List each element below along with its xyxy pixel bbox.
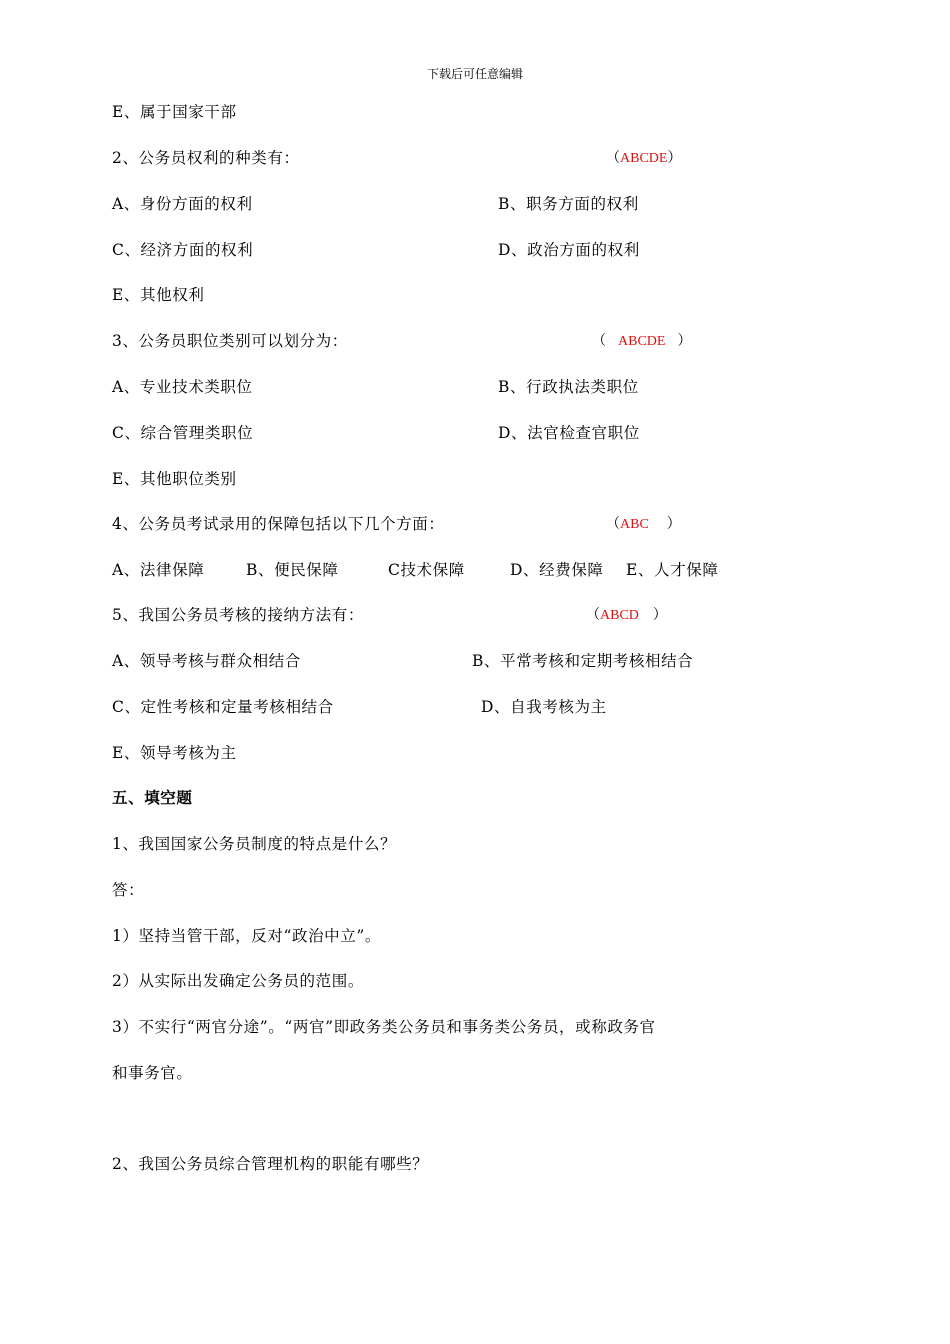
answer-2 — [606, 148, 681, 169]
question-3: 3、公务员职位类别可以划分为： — [112, 332, 348, 350]
answer-5 — [586, 605, 667, 626]
q5-option-e: E、领导考核为主 — [112, 744, 237, 762]
q3-option-b: B、行政执法类职位 — [498, 378, 639, 396]
answer-2-value: ABCDE — [620, 151, 668, 166]
q3-option-a: A、专业技术类职位 — [112, 378, 253, 396]
q2-option-c: C、经济方面的权利 — [112, 241, 254, 259]
q3-option-c: C、综合管理类职位 — [112, 424, 254, 442]
fill-question-2: 2、我国公务员综合管理机构的职能有哪些？ — [112, 1155, 429, 1173]
q5-option-c: C、定性考核和定量考核相结合 — [112, 698, 334, 716]
q4-option-d: D、经费保障 — [510, 561, 604, 579]
q1-option-e: E、属于国家干部 — [112, 103, 237, 121]
question-4: 4、公务员考试录用的保障包括以下几个方面： — [112, 515, 445, 533]
fill-answer-point-3-cont: 和事务官。 — [112, 1064, 193, 1082]
answer-2-open: （ — [606, 150, 620, 166]
q2-option-a: A、身份方面的权利 — [112, 195, 253, 213]
answer-4-open: （ — [606, 516, 620, 532]
q2-option-e: E、其他权利 — [112, 286, 205, 304]
q4-option-a: A、法律保障 — [112, 561, 205, 579]
answer-3-open: （ — [592, 333, 606, 349]
answer-5-close: ） — [652, 607, 667, 623]
q5-option-b: B、平常考核和定期考核相结合 — [472, 652, 694, 670]
q3-option-e: E、其他职位类别 — [112, 470, 237, 488]
answer-4-value: ABC — [620, 517, 649, 532]
question-2: 2、公务员权利的种类有： — [112, 149, 300, 167]
answer-3-value: ABCDE — [618, 334, 666, 349]
q2-option-d: D、政治方面的权利 — [498, 241, 640, 259]
answer-3-close: ） — [677, 333, 692, 349]
q3-option-d: D、法官检查官职位 — [498, 424, 640, 442]
q2-option-b: B、职务方面的权利 — [498, 195, 639, 213]
section-heading: 五、填空题 — [112, 788, 193, 807]
answer-4-close: ） — [666, 516, 681, 532]
answer-3 — [592, 331, 691, 352]
q5-option-a: A、领导考核与群众相结合 — [112, 652, 301, 670]
q4-option-b: B、便民保障 — [246, 561, 339, 579]
q4-option-e: E、人才保障 — [626, 561, 719, 579]
fill-answer-point-3: 3）不实行“两官分途”。“两官”即政务类公务员和事务类公务员，或称政务官 — [112, 1018, 656, 1036]
fill-answer-point-2: 2）从实际出发确定公务员的范围。 — [112, 972, 364, 990]
fill-answer-label: 答： — [112, 881, 145, 899]
answer-4 — [606, 514, 681, 535]
answer-5-value: ABCD — [600, 608, 639, 623]
answer-5-open: （ — [586, 607, 600, 623]
q4-option-c: C技术保障 — [388, 561, 465, 579]
q5-option-d: D、自我考核为主 — [481, 698, 607, 716]
fill-question-1: 1、我国国家公务员制度的特点是什么？ — [112, 835, 397, 853]
fill-answer-point-1: 1）坚持当管干部，反对“政治中立”。 — [112, 927, 382, 945]
page-header: 下载后可任意编辑 — [426, 67, 523, 81]
question-5: 5、我国公务员考核的接纳方法有： — [112, 606, 364, 624]
answer-2-close: ） — [667, 150, 682, 166]
